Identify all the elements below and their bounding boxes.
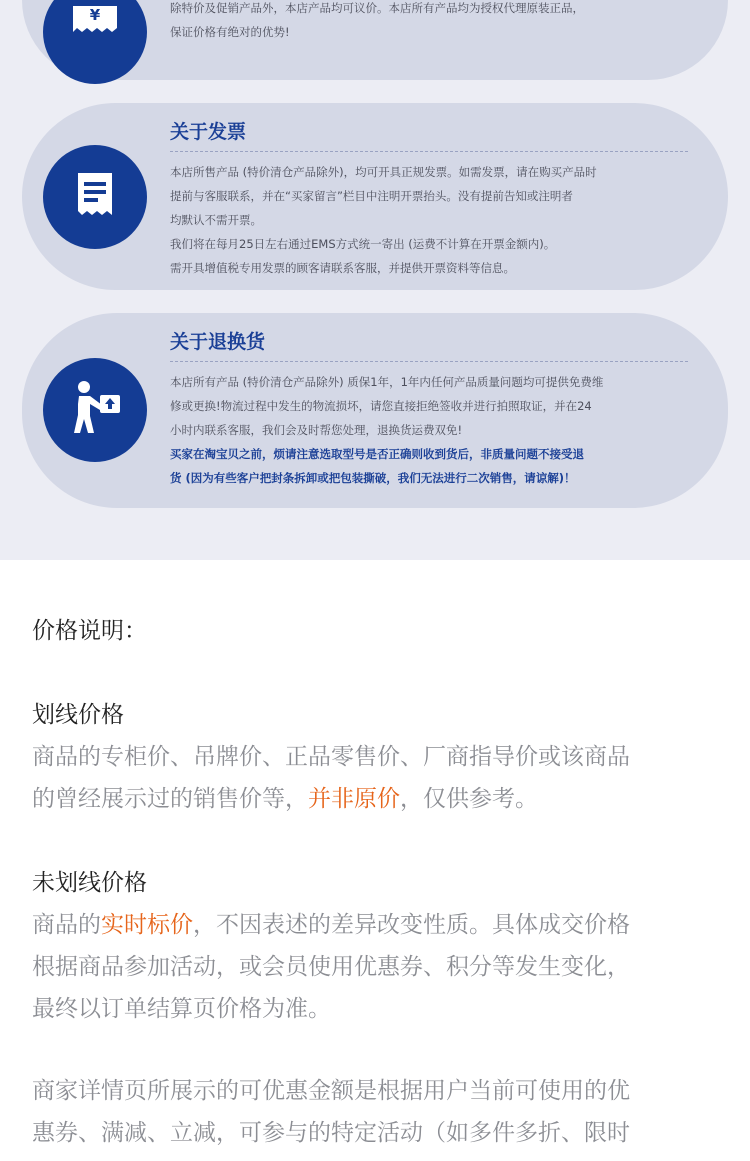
card-text-line: 小时内联系客服，我们会及时帮您处理，退换货运费双免!	[170, 423, 463, 437]
invoice-card	[22, 103, 728, 290]
strikethrough-price-text: 商品的专柜价、吊牌价、正品零售价、厂商指导价或该商品	[32, 744, 630, 770]
non-strikethrough-price-text: 最终以订单结算页价格为准。	[32, 996, 331, 1022]
returns-text	[170, 370, 688, 490]
invoice-title: 关于发票	[170, 121, 247, 143]
discount-explanation-text: 商家详情页所展示的可优惠金额是根据用户当前可使用的优	[32, 1078, 630, 1104]
card-text-line: 提前与客服联系，并在“买家留言”栏目中注明开票抬头。没有提前告知或注明者	[170, 189, 573, 203]
highlight-realtime-price: 实时标价	[101, 912, 193, 938]
divider	[170, 361, 688, 362]
highlight-not-original-price: 并非原价	[308, 786, 400, 812]
strikethrough-price-heading: 划线价格	[32, 702, 124, 728]
person-carrying-box-icon	[62, 375, 128, 445]
service-info-section	[0, 0, 750, 560]
text-segment: 的曾经展示过的销售价等，	[32, 786, 308, 812]
card-text-line: 修或更换!物流过程中发生的物流损坏，请您直接拒绝签收并进行拍照取证，并在24	[170, 399, 592, 413]
card-text-line: 本店所有产品 (特价清仓产品除外) 质保1年，1年内任何产品质量问题均可提供免费维	[170, 375, 604, 389]
card-warning-line: 货 (因为有些客户把封条拆卸或把包装撕破，我们无法进行二次销售，请谅解)！	[170, 471, 576, 485]
text-segment: 商品的	[32, 912, 101, 938]
strikethrough-price-text	[32, 782, 538, 816]
text-segment: ，不因表述的差异改变性质。具体成交价格	[193, 912, 630, 938]
price-guarantee-text	[170, 0, 688, 44]
divider	[170, 151, 688, 152]
non-strikethrough-price-text	[32, 908, 630, 942]
text-segment: ，仅供参考。	[400, 786, 538, 812]
returns-icon-badge	[43, 358, 147, 462]
invoice-icon	[65, 165, 125, 229]
card-text-line: 均默认不需开票。	[170, 213, 262, 227]
price-guarantee-card	[22, 0, 728, 80]
price-guarantee-body	[170, 0, 688, 44]
non-strikethrough-price-text: 根据商品参加活动，或会员使用优惠券、积分等发生变化，	[32, 954, 630, 980]
invoice-body	[170, 119, 688, 280]
price-icon-badge	[43, 0, 147, 84]
card-text-line: 本店所售产品 (特价清仓产品除外)，均可开具正规发票。如需发票，请在购买产品时	[170, 165, 597, 179]
card-text-line: 我们将在每月25日左右通过EMS方式统一寄出 (运费不计算在开票金额内)。	[170, 237, 556, 251]
svg-text:¥: ¥	[89, 6, 101, 24]
price-explanation-heading: 价格说明：	[32, 618, 147, 644]
returns-title: 关于退换货	[170, 331, 266, 353]
card-warning-line: 买家在淘宝贝之前，烦请注意选取型号是否正确则收到货后，非质量问题不接受退	[170, 447, 584, 461]
receipt-yen-icon	[63, 0, 127, 66]
invoice-text	[170, 160, 688, 280]
non-strikethrough-price-heading: 未划线价格	[32, 870, 147, 896]
card-text-line: 需开具增值税专用发票的顾客请联系客服，并提供开票资料等信息。	[170, 261, 515, 275]
card-text-line: 保证价格有绝对的优势!	[170, 25, 290, 39]
discount-explanation-text: 惠券、满减、立减，可参与的特定活动（如多件多折、限时	[32, 1120, 630, 1146]
card-text-line: 除特价及促销产品外，本店产品均可议价。本店所有产品均为授权代理原装正品，	[170, 1, 584, 15]
invoice-icon-badge	[43, 145, 147, 249]
returns-body	[170, 329, 688, 490]
returns-card	[22, 313, 728, 508]
